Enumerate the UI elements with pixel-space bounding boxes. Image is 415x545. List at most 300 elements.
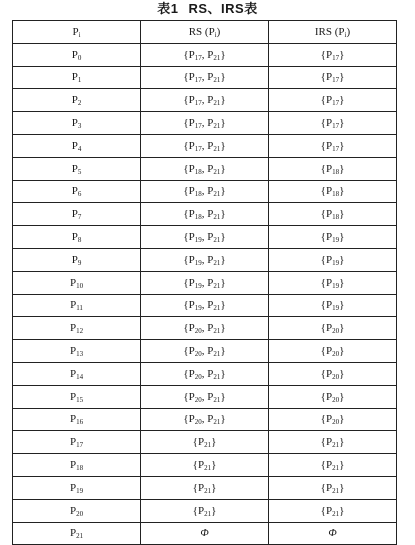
cell-irs: [269, 385, 397, 408]
p-subscript: 20: [194, 418, 202, 427]
cell-process: [13, 522, 141, 545]
brace-open: {: [183, 345, 189, 358]
brace-open: {: [320, 71, 326, 84]
p-subscript: 15: [76, 395, 84, 404]
p-symbol: P: [325, 253, 333, 266]
p-symbol: P: [325, 231, 333, 244]
p-subscript: 20: [194, 395, 202, 404]
p-subscript: 21: [213, 122, 221, 131]
p-symbol: P: [325, 367, 333, 380]
p-symbol: P: [188, 299, 195, 312]
p-subscript: 21: [213, 76, 221, 85]
p-symbol: P: [188, 71, 195, 84]
p-symbol: P: [325, 276, 333, 289]
p-subscript: 18: [332, 190, 340, 199]
brace-close: }: [339, 185, 345, 198]
header-process: $P_i$: [13, 21, 141, 44]
cell-irs: [269, 294, 397, 317]
p-subscript: 21: [332, 486, 340, 495]
brace-close: }: [220, 208, 226, 221]
cell-process: [13, 476, 141, 499]
p-subscript: 21: [213, 236, 221, 245]
brace-open: {: [320, 390, 326, 403]
brace-open: {: [183, 71, 189, 84]
p-subscript: 19: [332, 304, 340, 313]
brace-open: {: [183, 367, 189, 380]
p-symbol: P: [207, 71, 214, 84]
p-symbol: P: [188, 276, 195, 289]
cell-rs: [141, 66, 269, 89]
table-row: [13, 362, 397, 385]
p-symbol: P: [207, 185, 214, 198]
brace-close: }: [211, 481, 217, 494]
brace-close: }: [220, 162, 226, 175]
p-symbol: P: [69, 527, 77, 540]
cell-irs: [269, 522, 397, 545]
p-symbol: P: [325, 322, 333, 335]
p-symbol: P: [207, 162, 214, 175]
p-symbol: P: [325, 48, 333, 61]
brace-close: }: [339, 390, 345, 403]
separator: ,: [201, 162, 208, 175]
brace-close: }: [211, 436, 217, 449]
p-subscript: 21: [213, 190, 221, 199]
p-symbol: P: [188, 117, 195, 130]
cell-process: [13, 499, 141, 522]
cell-irs: [269, 89, 397, 112]
p-symbol: P: [188, 162, 195, 175]
cell-irs: [269, 248, 397, 271]
p-symbol: P: [197, 459, 205, 472]
brace-close: }: [211, 459, 217, 472]
p-subscript: 21: [204, 486, 212, 495]
header-rs: RS $(P_i)$: [141, 21, 269, 44]
table-header-row: [13, 21, 397, 44]
cell-irs: [269, 226, 397, 249]
p-symbol: P: [71, 94, 78, 107]
cell-rs: [141, 43, 269, 66]
p-subscript: 17: [76, 441, 84, 450]
brace-close: }: [339, 345, 345, 358]
separator: ,: [201, 299, 208, 312]
p-subscript: 8: [77, 236, 82, 245]
p-subscript: 16: [76, 418, 84, 427]
p-subscript: 21: [213, 418, 221, 427]
separator: ,: [201, 276, 208, 289]
p-subscript: 6: [77, 190, 82, 199]
cell-process: [13, 112, 141, 135]
p-symbol: P: [325, 436, 333, 449]
p-subscript: 18: [332, 167, 340, 176]
p-subscript: 17: [332, 99, 340, 108]
p-subscript: 20: [194, 372, 202, 381]
p-symbol: P: [188, 208, 195, 221]
cell-rs: [141, 476, 269, 499]
p-symbol: P: [325, 185, 333, 198]
p-symbol: P: [71, 71, 78, 84]
cell-rs: [141, 271, 269, 294]
cell-rs: [141, 203, 269, 226]
brace-open: {: [183, 208, 189, 221]
p-symbol: P: [71, 162, 78, 175]
brace-open: {: [183, 413, 189, 426]
table-body: [13, 43, 397, 545]
brace-open: {: [320, 367, 326, 380]
p-symbol: P: [325, 299, 333, 312]
brace-close: }: [339, 299, 345, 312]
table-row: [13, 134, 397, 157]
cell-irs: [269, 476, 397, 499]
cell-process: [13, 385, 141, 408]
table-caption: [0, 0, 415, 18]
p-symbol: P: [325, 71, 333, 84]
p-symbol: P: [207, 367, 214, 380]
p-subscript: 9: [77, 258, 82, 267]
p-symbol: P: [69, 322, 77, 335]
p-subscript: 17: [194, 53, 202, 62]
brace-close: }: [220, 139, 226, 152]
cell-irs: [269, 499, 397, 522]
cell-process: [13, 180, 141, 203]
p-symbol: P: [69, 459, 77, 472]
p-symbol: P: [207, 390, 214, 403]
table-caption-number: 表1: [157, 1, 179, 16]
p-symbol: P: [69, 345, 77, 358]
brace-open: {: [320, 459, 326, 472]
brace-open: {: [320, 481, 326, 494]
p-subscript: 17: [332, 144, 340, 153]
cell-irs: [269, 180, 397, 203]
brace-close: }: [339, 504, 345, 517]
p-subscript: 19: [194, 281, 202, 290]
p-symbol: P: [197, 436, 205, 449]
brace-close: }: [220, 367, 226, 380]
brace-close: }: [339, 322, 345, 335]
separator: ,: [201, 345, 208, 358]
brace-open: {: [183, 322, 189, 335]
p-symbol: P: [207, 48, 214, 61]
brace-open: {: [320, 322, 326, 335]
brace-open: {: [320, 276, 326, 289]
table-caption-title: RS、IRS表: [188, 1, 258, 16]
brace-open: {: [320, 413, 326, 426]
table-row: [13, 66, 397, 89]
brace-open: {: [192, 481, 198, 494]
p-symbol: P: [71, 139, 78, 152]
p-subscript: 19: [332, 236, 340, 245]
p-subscript: 17: [194, 144, 202, 153]
brace-close: }: [339, 481, 345, 494]
p-subscript: 18: [194, 190, 202, 199]
brace-open: {: [183, 390, 189, 403]
p-symbol: P: [207, 322, 214, 335]
brace-open: {: [320, 48, 326, 61]
brace-open: {: [183, 48, 189, 61]
cell-irs: [269, 203, 397, 226]
p-symbol: P: [325, 390, 333, 403]
p-symbol: P: [71, 208, 78, 221]
cell-irs: [269, 66, 397, 89]
p-symbol: P: [188, 139, 195, 152]
brace-open: {: [183, 231, 189, 244]
separator: ,: [201, 71, 208, 84]
separator: ,: [201, 367, 208, 380]
p-symbol: P: [69, 504, 77, 517]
brace-close: }: [339, 413, 345, 426]
p-symbol: P: [188, 367, 195, 380]
p-subscript: 20: [194, 350, 202, 359]
p-subscript: 20: [332, 418, 340, 427]
brace-open: {: [183, 117, 189, 130]
separator: ,: [201, 231, 208, 244]
separator: ,: [201, 117, 208, 130]
table-row: [13, 522, 397, 545]
brace-close: }: [220, 185, 226, 198]
p-subscript: 21: [213, 304, 221, 313]
brace-close: }: [339, 117, 345, 130]
cell-process: [13, 340, 141, 363]
brace-open: {: [192, 504, 198, 517]
brace-open: {: [183, 162, 189, 175]
brace-open: {: [320, 231, 326, 244]
cell-rs: [141, 499, 269, 522]
cell-irs: [269, 112, 397, 135]
cell-irs: [269, 317, 397, 340]
p-subscript: 21: [213, 350, 221, 359]
p-symbol: P: [71, 48, 78, 61]
brace-close: }: [220, 345, 226, 358]
cell-process: [13, 43, 141, 66]
cell-process: [13, 454, 141, 477]
header-irs: IRS $(P_i)$: [269, 21, 397, 44]
p-subscript: 18: [194, 167, 202, 176]
brace-open: {: [320, 504, 326, 517]
brace-open: {: [183, 276, 189, 289]
brace-open: {: [320, 299, 326, 312]
cell-process: [13, 362, 141, 385]
p-symbol: P: [207, 94, 214, 107]
brace-open: {: [320, 208, 326, 221]
cell-rs: [141, 112, 269, 135]
brace-close: }: [339, 367, 345, 380]
p-subscript: 12: [76, 327, 84, 336]
brace-open: {: [183, 253, 189, 266]
p-subscript: 11: [76, 304, 83, 313]
cell-process: [13, 271, 141, 294]
brace-close: }: [339, 48, 345, 61]
p-subscript: 21: [213, 99, 221, 108]
cell-irs: [269, 431, 397, 454]
cell-irs: [269, 362, 397, 385]
p-subscript: 7: [77, 213, 82, 222]
brace-open: {: [320, 185, 326, 198]
cell-process: [13, 203, 141, 226]
p-symbol: P: [188, 322, 195, 335]
table-row: [13, 499, 397, 522]
p-subscript: 21: [213, 167, 221, 176]
brace-open: {: [320, 253, 326, 266]
cell-rs: [141, 317, 269, 340]
p-symbol: P: [325, 208, 333, 221]
table-row: [13, 476, 397, 499]
cell-process: [13, 66, 141, 89]
p-symbol: P: [197, 481, 205, 494]
p-symbol: P: [207, 231, 214, 244]
cell-rs: [141, 340, 269, 363]
p-symbol: P: [188, 253, 195, 266]
p-symbol: P: [188, 94, 195, 107]
brace-close: }: [220, 276, 226, 289]
p-subscript: 20: [76, 509, 84, 518]
p-symbol: P: [207, 208, 214, 221]
cell-rs: [141, 134, 269, 157]
brace-close: }: [220, 71, 226, 84]
brace-open: {: [320, 117, 326, 130]
brace-open: {: [183, 139, 189, 152]
table-row: [13, 89, 397, 112]
separator: ,: [201, 390, 208, 403]
cell-process: [13, 134, 141, 157]
brace-open: {: [192, 436, 198, 449]
cell-process: [13, 408, 141, 431]
cell-process: [13, 248, 141, 271]
brace-close: }: [339, 253, 345, 266]
p-symbol: P: [69, 367, 77, 380]
brace-close: }: [220, 253, 226, 266]
cell-irs: [269, 157, 397, 180]
brace-close: }: [220, 48, 226, 61]
cell-process: [13, 317, 141, 340]
table-row: [13, 112, 397, 135]
p-subscript: 19: [194, 258, 202, 267]
p-symbol: P: [69, 276, 77, 289]
table-row: [13, 271, 397, 294]
p-symbol: P: [69, 413, 77, 426]
cell-rs: [141, 522, 269, 545]
table-row: [13, 340, 397, 363]
p-symbol: P: [325, 162, 333, 175]
p-subscript: 21: [213, 144, 221, 153]
brace-open: {: [183, 299, 189, 312]
brace-open: {: [320, 94, 326, 107]
p-subscript: 21: [213, 372, 221, 381]
cell-irs: [269, 454, 397, 477]
cell-irs: [269, 43, 397, 66]
p-symbol: P: [71, 185, 78, 198]
p-symbol: P: [71, 231, 78, 244]
p-symbol: P: [188, 185, 195, 198]
p-symbol: P: [207, 117, 214, 130]
cell-irs: [269, 408, 397, 431]
brace-open: {: [192, 459, 198, 472]
p-subscript: 21: [204, 509, 212, 518]
cell-process: [13, 89, 141, 112]
p-symbol: P: [188, 48, 195, 61]
p-symbol: P: [71, 117, 78, 130]
p-subscript: 21: [213, 213, 221, 222]
p-symbol: P: [207, 253, 214, 266]
table-row: [13, 431, 397, 454]
p-subscript: 20: [332, 372, 340, 381]
p-symbol: P: [325, 481, 333, 494]
cell-rs: [141, 226, 269, 249]
p-subscript: 17: [194, 99, 202, 108]
p-subscript: 20: [332, 395, 340, 404]
p-symbol: P: [69, 390, 77, 403]
separator: ,: [201, 253, 208, 266]
table-row: [13, 226, 397, 249]
brace-open: {: [320, 162, 326, 175]
brace-close: }: [339, 459, 345, 472]
table-row: [13, 454, 397, 477]
p-subscript: 17: [194, 122, 202, 131]
separator: ,: [201, 48, 208, 61]
brace-close: }: [220, 299, 226, 312]
separator: ,: [201, 139, 208, 152]
p-symbol: P: [325, 504, 333, 517]
cell-rs: [141, 454, 269, 477]
p-subscript: 19: [332, 281, 340, 290]
p-symbol: P: [207, 345, 214, 358]
p-symbol: P: [188, 231, 195, 244]
table-row: [13, 294, 397, 317]
p-subscript: 20: [194, 327, 202, 336]
p-subscript: 17: [332, 76, 340, 85]
p-subscript: 18: [76, 464, 84, 473]
p-subscript: 2: [77, 99, 82, 108]
p-symbol: P: [188, 413, 195, 426]
brace-close: }: [339, 231, 345, 244]
cell-irs: [269, 340, 397, 363]
p-subscript: 18: [194, 213, 202, 222]
brace-close: }: [220, 322, 226, 335]
brace-close: }: [339, 436, 345, 449]
brace-close: }: [220, 231, 226, 244]
p-symbol: P: [325, 139, 333, 152]
brace-close: }: [220, 390, 226, 403]
p-symbol: P: [325, 345, 333, 358]
brace-open: {: [320, 139, 326, 152]
brace-close: }: [339, 208, 345, 221]
brace-close: }: [220, 413, 226, 426]
separator: ,: [201, 208, 208, 221]
brace-open: {: [320, 436, 326, 449]
p-subscript: 3: [77, 122, 82, 131]
separator: ,: [201, 413, 208, 426]
p-subscript: 20: [332, 327, 340, 336]
cell-rs: [141, 385, 269, 408]
cell-rs: [141, 180, 269, 203]
empty-set-symbol: Φ: [200, 527, 209, 540]
table-row: [13, 203, 397, 226]
cell-rs: [141, 362, 269, 385]
p-symbol: P: [325, 117, 333, 130]
p-subscript: 21: [213, 327, 221, 336]
brace-open: {: [320, 345, 326, 358]
p-symbol: P: [69, 481, 77, 494]
p-subscript: 21: [76, 532, 84, 541]
cell-rs: [141, 89, 269, 112]
brace-close: }: [339, 139, 345, 152]
p-subscript: 17: [332, 122, 340, 131]
p-symbol: P: [207, 139, 214, 152]
table-row: [13, 248, 397, 271]
brace-open: {: [183, 185, 189, 198]
separator: ,: [201, 185, 208, 198]
p-subscript: 21: [213, 281, 221, 290]
cell-process: [13, 226, 141, 249]
table-row: [13, 385, 397, 408]
